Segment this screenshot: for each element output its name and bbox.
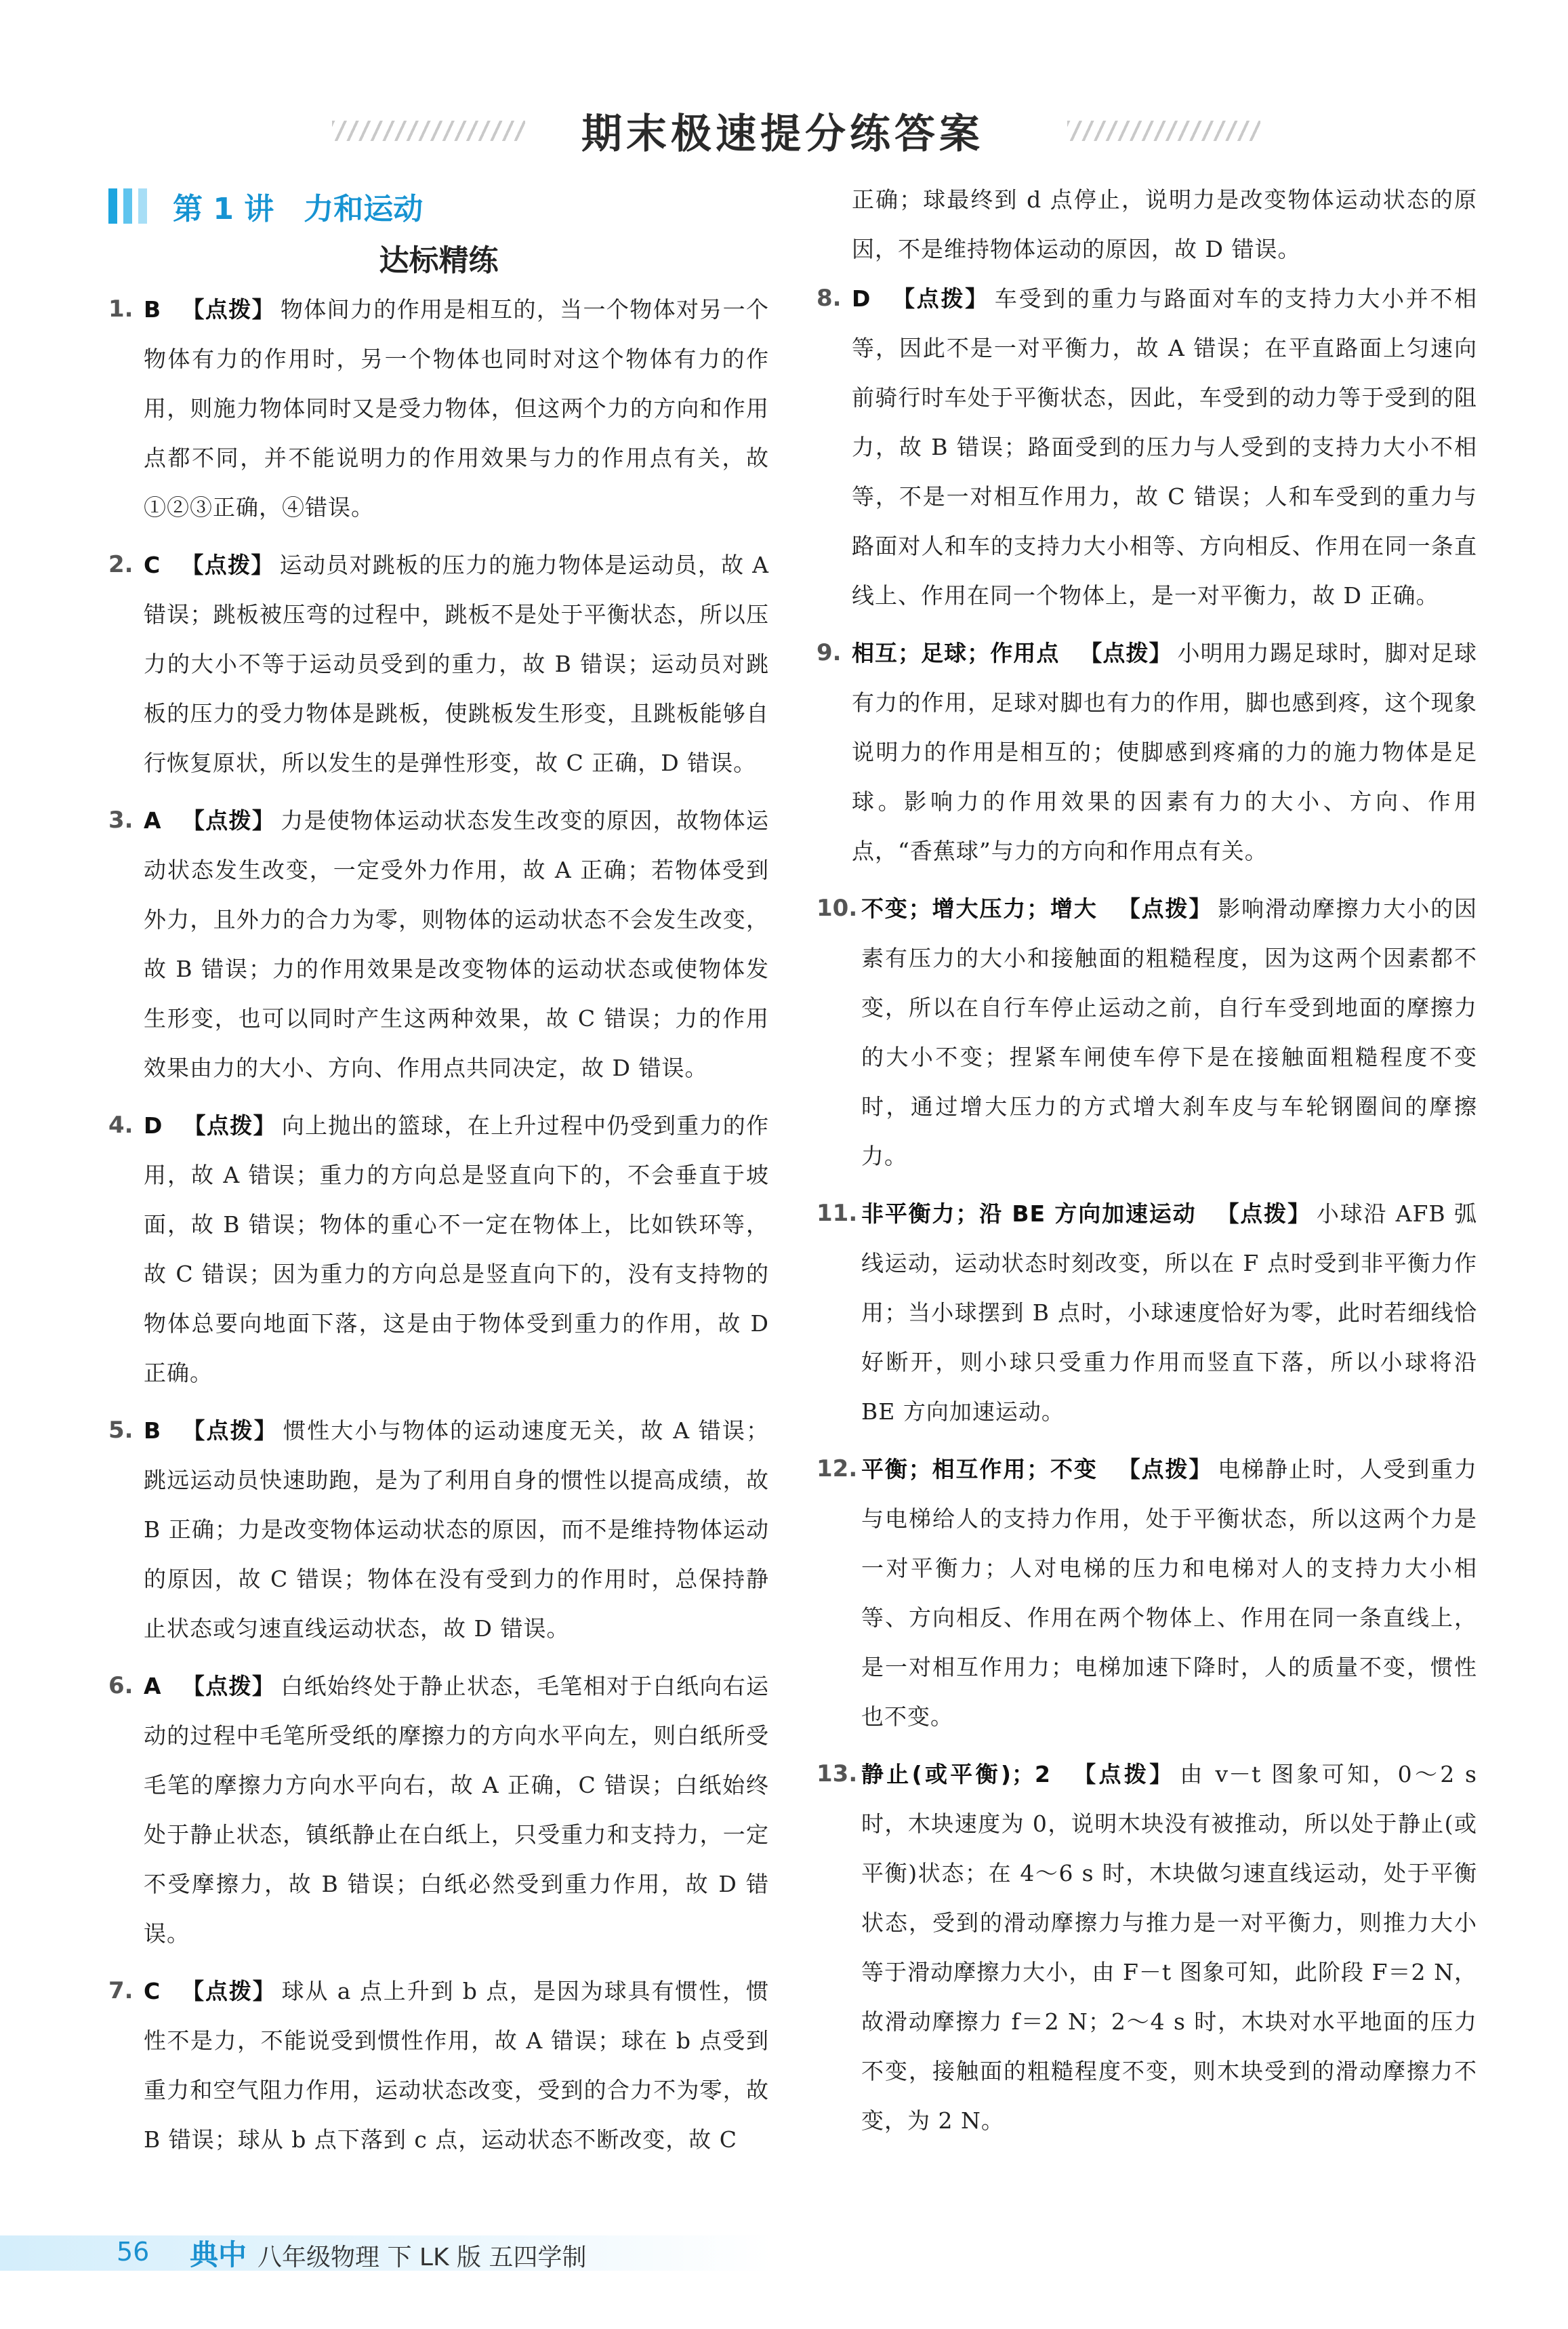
- item-answer: 平衡；相互作用；不变: [861, 1456, 1098, 1482]
- page-title: 期末极速提分练答案: [581, 110, 984, 158]
- item-number: 10.: [817, 895, 858, 922]
- item-body: [144, 540, 769, 788]
- item-body: [144, 1406, 769, 1653]
- item-number: 5.: [108, 1417, 133, 1444]
- item-explanation: 由 v－t 图象可知，0～2 s 时，木块速度为 0，说明木块没有被推动，所以处于静止(或平衡)状态；在 4～6 s 时，木块做匀速直线运动，处于平衡状态，受到的滑动摩擦力与推力是一对平衡力，则推力大小等于滑动摩擦力大小，由 F－t 图象可知，此阶段 F＝2 N，故滑动摩擦力 f＝2 N；2～4 s 时，木块对水平地面的压力不变，接触面的粗糙程度不变，则木块受到的滑动摩擦力不变，为 2 N。: [861, 1761, 1477, 2134]
- item-answer: 静止(或平衡)；2: [861, 1761, 1051, 1787]
- answer-item: [108, 540, 769, 788]
- item-body: [861, 1189, 1477, 1436]
- section-bars-icon: [108, 188, 153, 226]
- answer-item: [108, 1101, 769, 1398]
- item-number: 9.: [817, 639, 842, 666]
- item-explanation: 惯性大小与物体的运动速度无关，故 A 错误；跳远运动员快速助跑，是为了利用自身的惯性以提高成绩，故 B 正确；力是改变物体运动状态的原因，而不是维持物体运动的原因，故 C 错误；物体在没有受到力的作用时，总保持静止状态或匀速直线运动状态，故 D 错误。: [144, 1417, 770, 1642]
- hint-tag: 【点拨】: [182, 1417, 278, 1444]
- item-answer: B: [144, 296, 162, 323]
- item-body: [144, 1101, 769, 1398]
- item-number: 1.: [108, 296, 133, 323]
- item-answer: C: [144, 552, 161, 578]
- answer-item: [108, 1661, 769, 1958]
- hint-tag: 【点拨】: [182, 296, 275, 323]
- item-number: 2.: [108, 551, 133, 578]
- item-body: [852, 628, 1477, 876]
- decorative-hatch-right: [1067, 121, 1260, 141]
- item-body: [144, 796, 769, 1093]
- answer-list-right: [817, 274, 1477, 2145]
- item-explanation: 运动员对跳板的压力的施力物体是运动员，故 A 错误；跳板被压弯的过程中，跳板不是处于平衡状态，所以压力的大小不等于运动员受到的重力，故 B 错误；运动员对跳板的压力的受力物体是跳板，使跳板发生形变，且跳板能够自行恢复原状，所以发生的是弹性形变，故 C 正确，D 错误。: [144, 552, 769, 776]
- right-column: [817, 175, 1477, 2153]
- item-answer: A: [144, 1673, 162, 1699]
- page-number: 56: [117, 2237, 150, 2267]
- brand-logo: 典中: [190, 2238, 247, 2271]
- answer-item: [108, 285, 769, 532]
- hint-tag: 【点拨】: [1071, 1761, 1175, 1787]
- item-body: [144, 1966, 769, 2164]
- hint-tag: 【点拨】: [182, 1673, 276, 1699]
- continued-text: 正确；球最终到 d 点停止，说明力是改变物体运动状态的原因，不是维持物体运动的原因，故 D 错误。: [852, 186, 1477, 262]
- item-explanation: 电梯静止时，人受到重力与电梯给人的支持力作用，处于平衡状态，所以这两个力是一对平衡力；人对电梯的压力和电梯对人的支持力大小相等、方向相反、作用在两个物体上、作用在同一条直线上，是一对相互作用力；电梯加速下降时，人的质量不变，惯性也不变。: [861, 1456, 1477, 1730]
- hint-tag: 【点拨】: [891, 285, 989, 312]
- item-body: [852, 274, 1477, 620]
- answer-item: [817, 1189, 1477, 1436]
- hint-tag: 【点拨】: [181, 1978, 276, 2004]
- answer-item: [817, 274, 1477, 620]
- answer-item: [108, 796, 769, 1093]
- item-number: 4.: [108, 1112, 133, 1139]
- hint-tag: 【点拨】: [1117, 895, 1213, 922]
- hint-tag: 【点拨】: [1079, 640, 1172, 666]
- hint-tag: 【点拨】: [1117, 1456, 1213, 1482]
- decorative-hatch-left: [332, 121, 525, 141]
- hint-tag: 【点拨】: [1216, 1200, 1311, 1227]
- item-explanation: 球从 a 点上升到 b 点，是因为球具有惯性，惯性不是力，不能说受到惯性作用，故 A 错误；球在 b 点受到重力和空气阻力作用，运动状态改变，受到的合力不为零，故 B 错误；球从 b 点下落到 c 点，运动状态不断改变，故 C: [144, 1978, 770, 2153]
- answer-item: [817, 628, 1477, 876]
- item-body: [861, 1749, 1477, 2145]
- hint-tag: 【点拨】: [181, 552, 274, 578]
- answer-list-left: [108, 285, 769, 2164]
- answer-item: [108, 1406, 769, 1653]
- answer-item: [817, 1749, 1477, 2145]
- item-explanation: 影响滑动摩擦力大小的因素有压力的大小和接触面的粗糙程度，因为这两个因素都不变，所以在自行车停止运动之前，自行车受到地面的摩擦力的大小不变；捏紧车闸使车停下是在接触面粗糙程度不变时，通过增大压力的方式增大刹车皮与车轮钢圈间的摩擦力。: [861, 895, 1477, 1169]
- item-body: [144, 1661, 769, 1958]
- section-title: 第 1 讲 力和运动: [173, 192, 424, 226]
- item-number: 11.: [817, 1200, 858, 1227]
- item-answer: 不变；增大压力；增大: [861, 895, 1098, 922]
- answer-item: [108, 1966, 769, 2164]
- item-explanation: 向上抛出的篮球，在上升过程中仍受到重力的作用，故 A 错误；重力的方向总是竖直向下的，不会垂直于坡面，故 B 错误；物体的重心不一定在物体上，比如铁环等，故 C 错误；因为重力的方向总是竖直向下的，没有支持物的物体总要向地面下落，这是由于物体受到重力的作用，故 D 正确。: [144, 1112, 770, 1386]
- page-footer: [0, 2229, 1568, 2283]
- item-number: 13.: [817, 1760, 858, 1787]
- item-answer: 非平衡力；沿 BE 方向加速运动: [861, 1200, 1197, 1227]
- item-explanation: 物体间力的作用是相互的，当一个物体对另一个物体有力的作用时，另一个物体也同时对这个物体有力的作用，则施力物体同时又是受力物体，但这两个力的方向和作用点都不同，并不能说明力的作用效果与力的作用点有关，故①②③正确，④错误。: [144, 296, 770, 521]
- item-body: [861, 884, 1477, 1181]
- answer-item: [817, 1444, 1477, 1741]
- answer-item: [817, 884, 1477, 1181]
- item-answer: D: [852, 285, 871, 312]
- item-answer: C: [144, 1978, 161, 2004]
- item-explanation: 小球沿 AFB 弧线运动，运动状态时刻改变，所以在 F 点时受到非平衡力作用；当小球摆到 B 点时，小球速度恰好为零，此时若细线恰好断开，则小球只受重力作用而竖直下落，所以小球将沿 BE 方向加速运动。: [861, 1200, 1477, 1425]
- item-number: 12.: [817, 1455, 858, 1482]
- item-number: 7.: [108, 1977, 133, 2004]
- item-answer: A: [144, 807, 162, 834]
- book-title: 八年级物理 下 LK 版 五四学制: [257, 2244, 587, 2271]
- hint-tag: 【点拨】: [183, 1112, 276, 1139]
- item-number: 6.: [108, 1672, 133, 1699]
- item-explanation: 白纸始终处于静止状态，毛笔相对于白纸向右运动的过程中毛笔所受纸的摩擦力的方向水平向左，则白纸所受毛笔的摩擦力方向水平向右，故 A 正确，C 错误；白纸始终处于静止状态，镇纸静止在白纸上，只受重力和支持力，一定不受摩擦力，故 B 错误；白纸必然受到重力作用，故 D 错误。: [144, 1673, 770, 1947]
- item-body: [144, 285, 769, 532]
- item-explanation: 力是使物体运动状态发生改变的原因，故物体运动状态发生改变，一定受外力作用，故 A 正确；若物体受到外力，且外力的合力为零，则物体的运动状态不会发生改变，故 B 错误；力的作用效果是改变物体的运动状态或使物体发生形变，也可以同时产生这两种效果，故 C 错误；力的作用效果由力的大小、方向、作用点共同决定，故 D 错误。: [144, 807, 770, 1081]
- item-number: 3.: [108, 807, 133, 834]
- item-answer: D: [144, 1112, 163, 1139]
- hint-tag: 【点拨】: [182, 807, 276, 834]
- item-number: 8.: [817, 285, 842, 312]
- section-header: [108, 175, 769, 229]
- left-column: [108, 175, 769, 2172]
- item-answer: B: [144, 1417, 162, 1444]
- item-answer: 相互；足球；作用点: [852, 640, 1060, 666]
- subsection-title: 达标精练: [379, 243, 499, 278]
- item-body: [861, 1444, 1477, 1741]
- item-explanation: 车受到的重力与路面对车的支持力大小并不相等，因此不是一对平衡力，故 A 错误；在平直路面上匀速向前骑行时车处于平衡状态，因此，车受到的动力等于受到的阻力，故 B 错误；路面受到的压力与人受到的支持力大小不相等，不是一对相互作用力，故 C 错误；人和车受到的重力与路面对人和车的支持力大小相等、方向相反、作用在同一条直线上、作用在同一个物体上，是一对平衡力，故 D 正确。: [852, 285, 1478, 609]
- page-header: [0, 102, 1568, 163]
- item-explanation: 小明用力踢足球时，脚对足球有力的作用，足球对脚也有力的作用，脚也感到疼，这个现象说明力的作用是相互的；使脚感到疼痛的力的施力物体是足球。影响力的作用效果的因素有力的大小、方向、作用点，“香蕉球”与力的方向和作用点有关。: [852, 640, 1478, 864]
